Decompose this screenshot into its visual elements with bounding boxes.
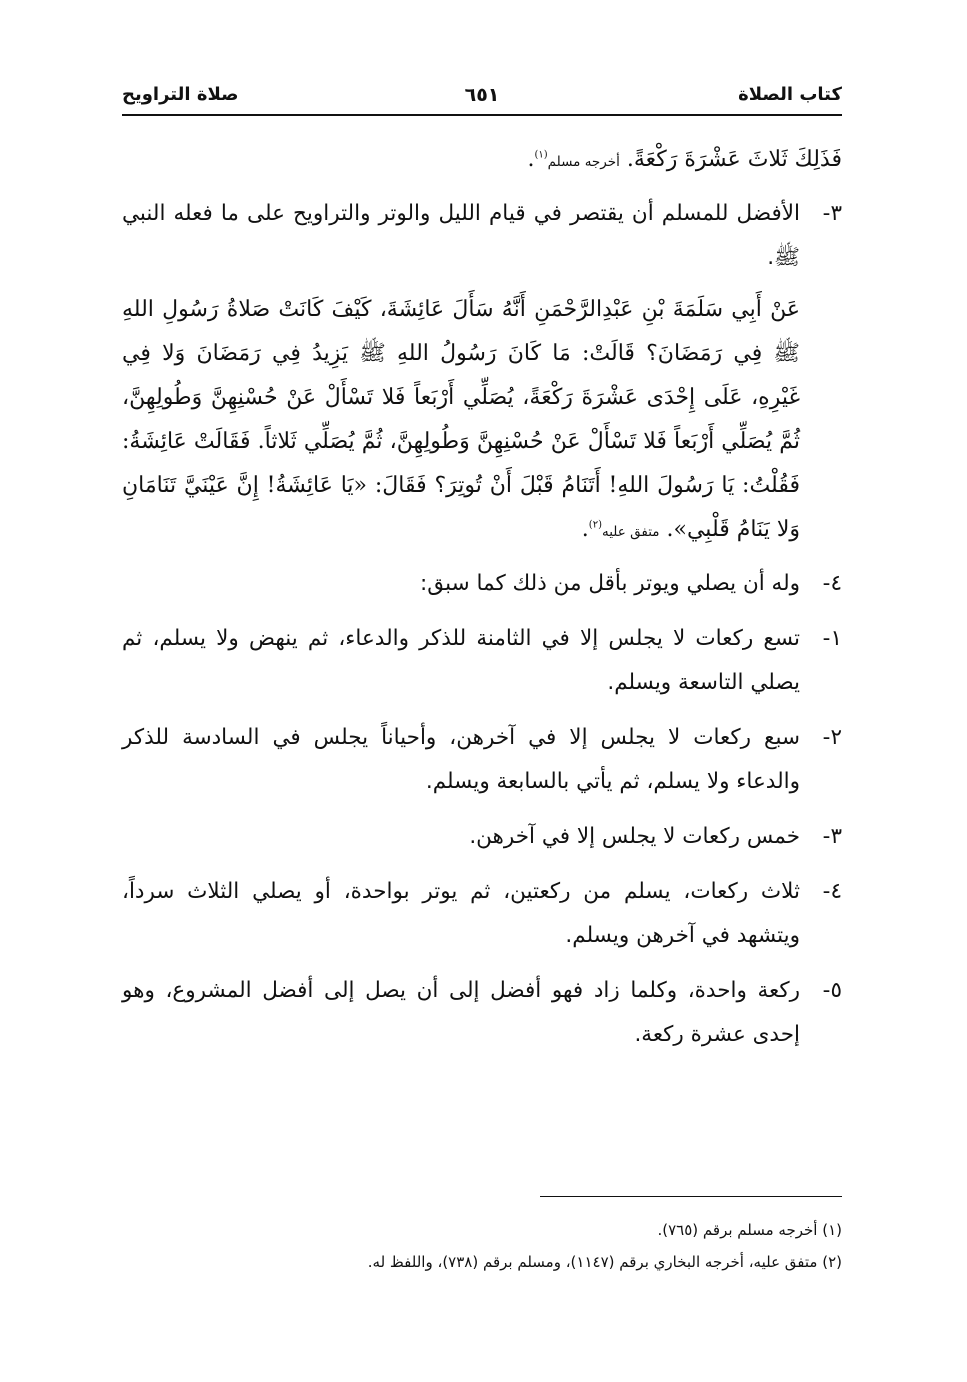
footnote-rule	[540, 1196, 842, 1197]
sub-item-number: ٤-	[822, 879, 842, 904]
point-3-text: الأفضل للمسلم أن يقتصر في قيام الليل والوتر والتراويح على ما فعله النبي	[122, 201, 800, 226]
footnotes	[122, 1214, 842, 1278]
sub-item-text: تسع ركعات لا يجلس إلا في الثامنة للذكر والدعاء، ثم ينهض ولا يسلم، ثم يصلي التاسعة ويسلم.	[122, 626, 800, 695]
opening-line: فَذَلِكَ ثَلاثَ عَشْرَةَ رَكْعَةً. أخرجه مسلم$^{(١)}$.	[527, 147, 842, 172]
running-header	[122, 84, 842, 116]
sub-item-text: ثلاث ركعات، يسلم من ركعتين، ثم يوتر بواحدة، أو يصلي الثلاث سرداً، ويتشهد في آخرهن ويسلم.	[122, 879, 800, 948]
hadith-text: عَنْ أَبِي سَلَمَةَ بْنِ عَبْدِالرَّحْمَنِ أَنَّهُ سَأَلَ عَائِشَةَ، كَيْفَ كَانَتْ صَلاةُ رَسُولِ اللهِ ﷺ فِي رَمَضَانَ؟ قَالَتْ: مَا كَانَ رَسُولُ اللهِ ﷺ يَزِيدُ فِي رَمَضَانَ وَلا فِي غَيْرِهِ، عَلَى إِحْدَى عَشْرَةَ رَكْعَةً، يُصَلِّي أَرْبَعاً فَلا تَسْأَلْ عَنْ حُسْنِهِنَّ وَطُولِهِنَّ، ثُمَّ يُصَلِّي أَرْبَعاً فَلا تَسْأَلْ عَنْ حُسْنِهِنَّ وَطُولِهِنَّ، ثُمَّ يُصَلِّي ثَلاثاً. فَقَالَتْ عَائِشَةُ: فَقُلْتُ: يَا رَسُولَ اللهِ! أَتَنَامُ قَبْلَ أَنْ تُوتِرَ؟ فَقَالَ: «يَا عَائِشَةُ! إِنَّ عَيْنَيَّ تَنَامَانِ وَلا يَنَامُ قَلْبِي».	[122, 297, 800, 542]
footnote-2: (٢) متفق عليه، أخرجه البخاري برقم (١١٤٧)، ومسلم برقم (٧٣٨)، واللفظ له.	[367, 1253, 842, 1271]
point-3	[122, 192, 842, 280]
footnote-1: (١) أخرجه مسلم برقم (٧٦٥).	[657, 1221, 842, 1239]
sub-item-number: ٥-	[822, 978, 842, 1003]
footnote-ref-1: (١)	[534, 149, 548, 161]
opening-line-text: فَذَلِكَ ثَلاثَ عَشْرَةَ رَكْعَةً.	[626, 147, 842, 172]
book-title: كتاب الصلاة	[738, 84, 842, 105]
page-body	[122, 138, 842, 1057]
sub-item-number: ٣-	[822, 824, 842, 849]
sub-item-text: سبع ركعات لا يجلس إلا في آخرهن، وأحياناً يجلس في السادسة للذكر والدعاء ولا يسلم، ثم يأتي بالسابعة ويسلم.	[122, 725, 800, 794]
page-number: ٦٥١	[464, 84, 500, 106]
header-rule	[122, 114, 842, 116]
sub-item-number: ١-	[822, 626, 842, 651]
point-4	[122, 562, 842, 606]
point-4-number: ٤-	[822, 571, 842, 596]
opening-line-note: أخرجه مسلم	[547, 154, 620, 170]
hadith-block: عَنْ أَبِي سَلَمَةَ بْنِ عَبْدِالرَّحْمَنِ أَنَّهُ سَأَلَ عَائِشَةَ، كَيْفَ كَانَتْ صَلاةُ رَسُولِ اللهِ ﷺ فِي رَمَضَانَ؟ قَالَتْ: مَا كَانَ رَسُولُ اللهِ ﷺ يَزِيدُ فِي رَمَضَانَ وَلا فِي غَيْرِهِ، عَلَى إِحْدَى عَشْرَةَ رَكْعَةً، يُصَلِّي أَرْبَعاً فَلا تَسْأَلْ عَنْ حُسْنِهِنَّ وَطُولِهِنَّ، ثُمَّ يُصَلِّي أَرْبَعاً فَلا تَسْأَلْ عَنْ حُسْنِهِنَّ وَطُولِهِنَّ، ثُمَّ يُصَلِّي ثَلاثاً. فَقَالَتْ عَائِشَةُ: فَقُلْتُ: يَا رَسُولَ اللهِ! أَتَنَامُ قَبْلَ أَنْ تُوتِرَ؟ فَقَالَ: «يَا عَائِشَةُ! إِنَّ عَيْنَيَّ تَنَامَانِ وَلا يَنَامُ قَلْبِي». متفق عليه$^{(٢)}$.	[122, 297, 800, 542]
sub-item	[122, 815, 842, 859]
sub-item	[122, 870, 842, 958]
section-title: صلاة التراويح	[122, 84, 239, 105]
sub-item-text: خمس ركعات لا يجلس إلا في آخرهن.	[469, 824, 800, 849]
sub-item-number: ٢-	[822, 725, 842, 750]
salla-glyph: ﷺ.	[767, 245, 800, 270]
sub-item	[122, 617, 842, 705]
point-3-number: ٣-	[822, 201, 842, 226]
sub-item	[122, 716, 842, 804]
hadith-note: متفق عليه	[601, 524, 660, 540]
point-4-text: وله أن يصلي ويوتر بأقل من ذلك كما سبق:	[420, 571, 800, 596]
sub-item-text: ركعة واحدة، وكلما زاد فهو أفضل إلى أن يصل إلى أفضل المشروع، وهو إحدى عشرة ركعة.	[122, 978, 800, 1047]
footnote-ref-2: (٢)	[588, 519, 602, 531]
sub-item	[122, 969, 842, 1057]
